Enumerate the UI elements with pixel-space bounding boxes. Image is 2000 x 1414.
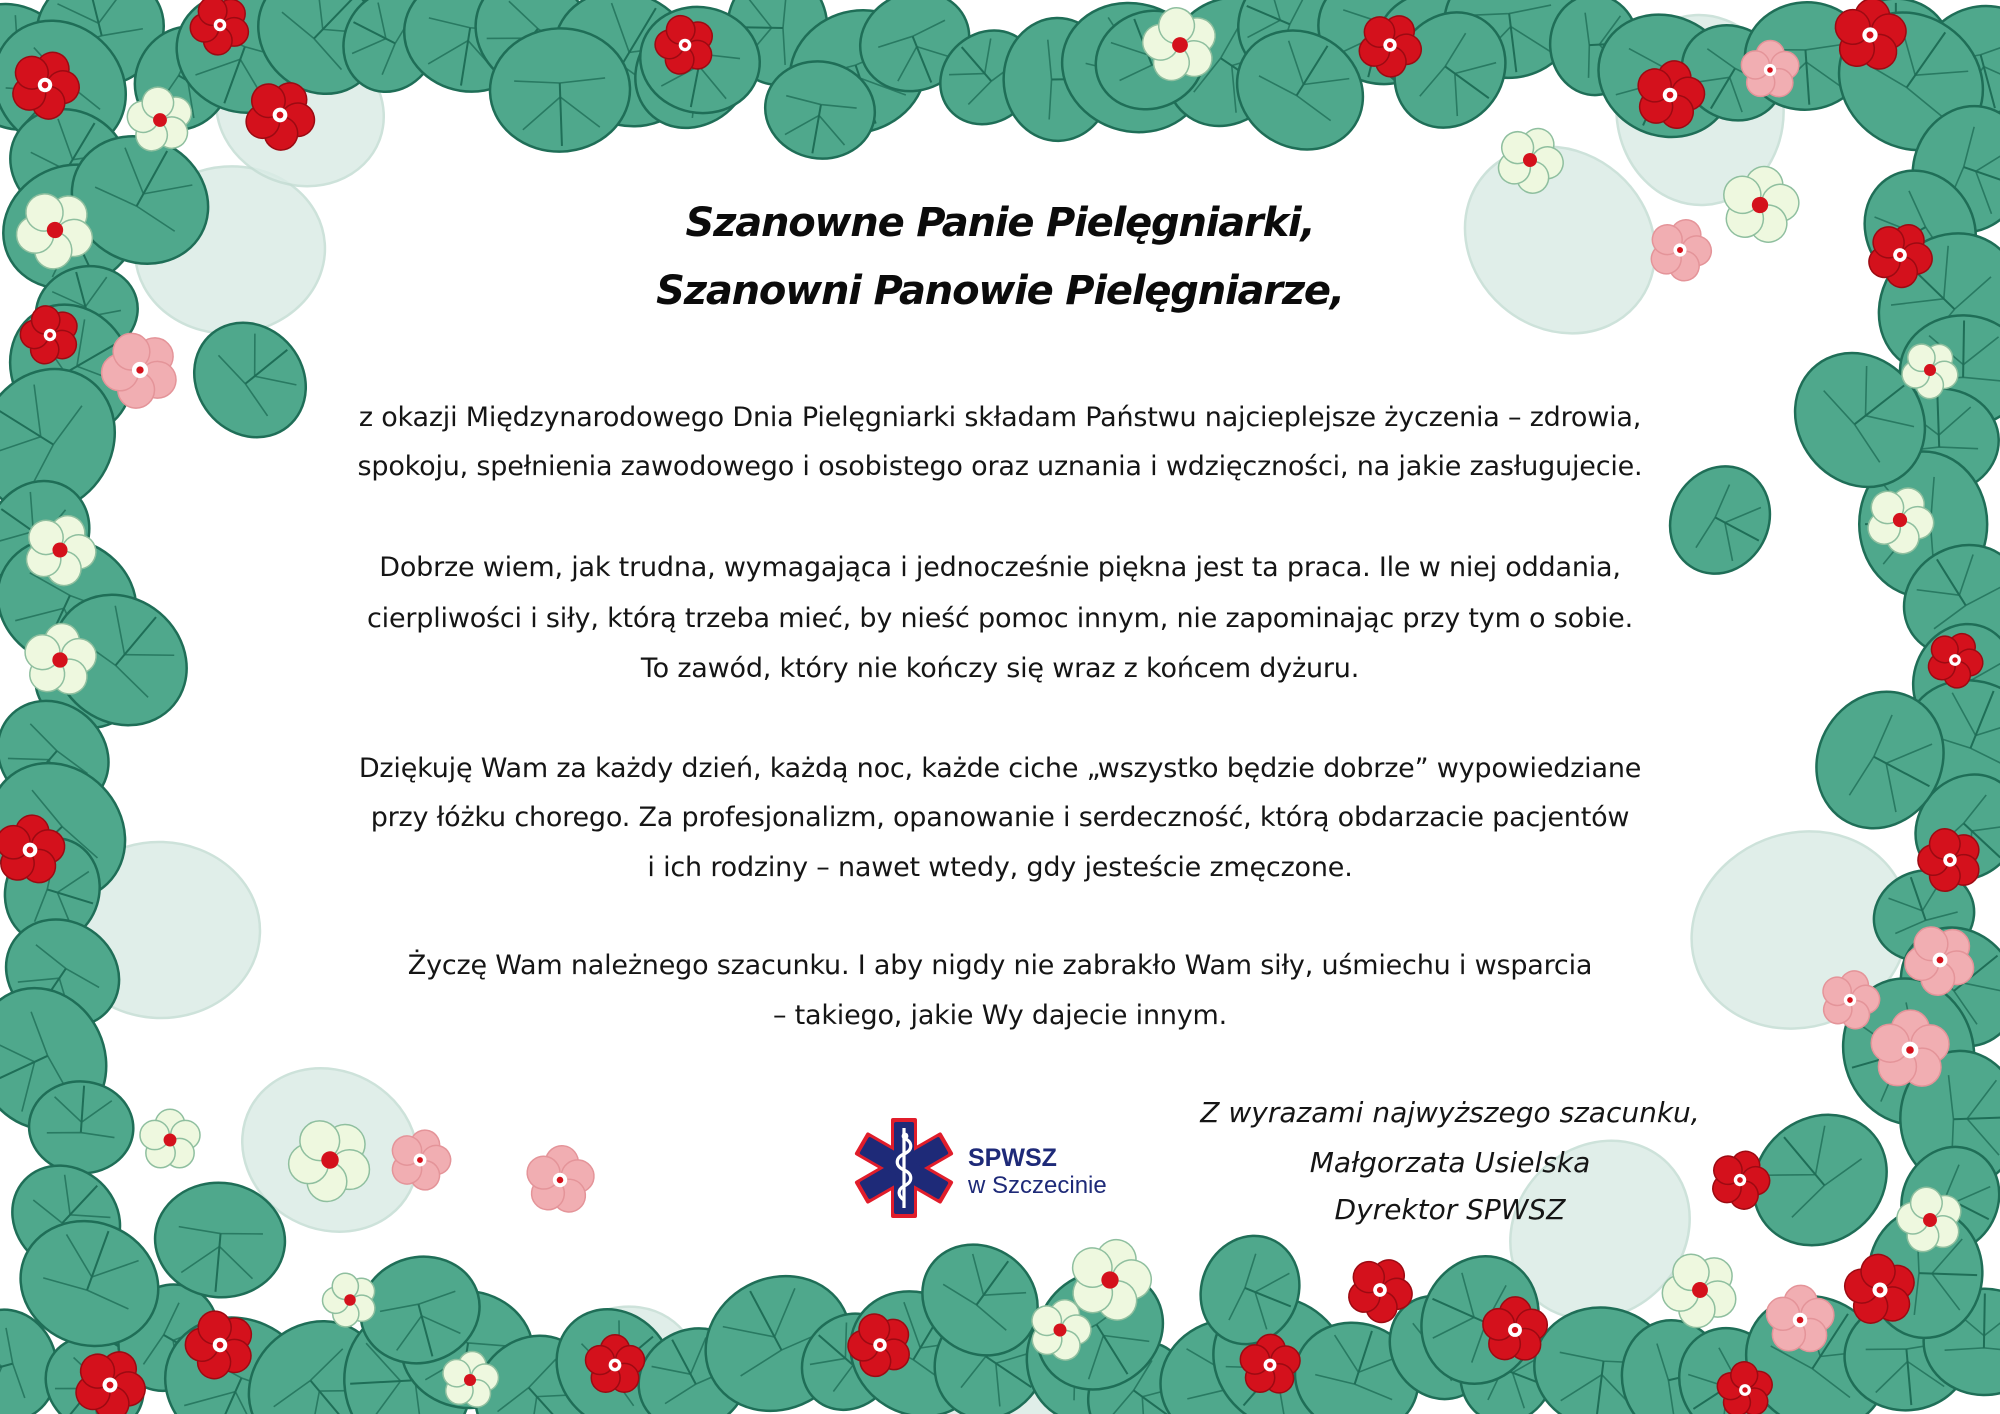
signatory-name: Małgorzata Usielska [1309, 1146, 1591, 1179]
paragraph-2-line-3: To zawód, który nie kończy się wraz z końcem dyżuru. [640, 653, 1360, 684]
paragraph-3-line-3: i ich rodziny – nawet wtedy, gdy jesteście zmęczone. [647, 852, 1353, 883]
cream-flower [140, 1109, 200, 1168]
paragraph-2-line-1: Dobrze wiem, jak trudna, wymagająca i jednocześnie piękna jest ta praca. Ile w niej oddania, [379, 552, 1621, 583]
paragraph-1-line-1: z okazji Międzynarodowego Dnia Pielęgniarki składam Państwu najcieplejsze życzenia – zdrowia, [358, 402, 1642, 433]
pink-flower [1765, 1284, 1835, 1352]
paragraph-3-line-2: przy łóżku chorego. Za profesjonalizm, opanowanie i serdeczność, którą obdarzacie pacjentów [370, 802, 1630, 833]
paragraph-4-line-2: – takiego, jakie Wy dajecie innym. [772, 1000, 1228, 1031]
signatory-title: Dyrektor SPWSZ [1334, 1193, 1566, 1226]
pink-flower [523, 1142, 596, 1214]
paragraph-3-line-1: Dziękuję Wam za każdy dzień, każdą noc, każde ciche „wszystko będzie dobrze” wypowiedziane [358, 753, 1642, 784]
paragraph-4-line-1: Życzę Wam należnego szacunku. I aby nigdy nie zabrakło Wam siły, uśmiechu i wsparcia [407, 950, 1593, 981]
star-of-life-icon [852, 1118, 956, 1218]
logo-city: w Szczecinie [968, 1172, 1107, 1199]
greeting-line-1: Szanowne Panie Pielęgniarki, [685, 200, 1315, 246]
paragraph-2-line-2: cierpliwości i siły, którą trzeba mieć, by nieść pomoc innym, nie zapominając przy tym o sobie. [367, 603, 1633, 634]
paragraph-1-line-2: spokoju, spełnienia zawodowego i osobistego oraz uznania i wdzięczności, na jakie zasługujecie. [357, 451, 1643, 482]
logo-name: SPWSZ [968, 1144, 1057, 1172]
closing-regards: Z wyrazami najwyższego szacunku, [1200, 1096, 1700, 1129]
greeting-line-2: Szanowni Panowie Pielęgniarze, [656, 268, 1344, 314]
spwsz-logo [852, 1118, 1152, 1218]
